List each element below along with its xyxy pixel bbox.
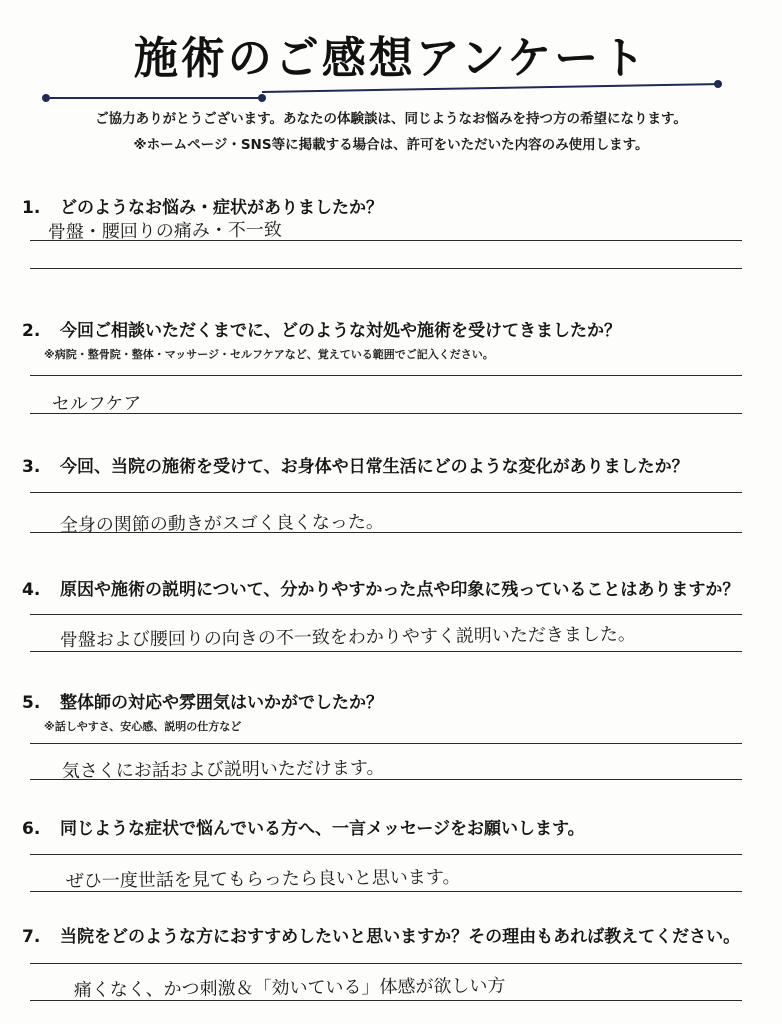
title-divider-left xyxy=(50,97,260,99)
answer-7: 痛くなく、かつ刺激＆「効いている」体感が欲しい方 xyxy=(73,975,506,1002)
question-1 xyxy=(22,193,383,218)
answer-line xyxy=(30,532,742,533)
question-4 xyxy=(22,575,739,600)
intro-note: ※ホームページ・SNS等に掲載する場合は、許可をいただいた内容のみ使用します。 xyxy=(133,137,649,153)
answer-line xyxy=(30,854,742,855)
question-6 xyxy=(22,814,585,839)
question-number: 5. xyxy=(22,693,41,713)
question-text: 原因や施術の説明について、分かりやすかった点や印象に残っていることはありますか？ xyxy=(60,580,740,600)
answer-line xyxy=(30,375,742,376)
question-text: 今回ご相談いただくまでに、どのような対処や施術を受けてきましたか？ xyxy=(60,321,621,341)
question-number: 1. xyxy=(22,198,41,218)
answer-3: 全身の関節の動きがスゴく良くなった。 xyxy=(59,511,384,537)
question-7 xyxy=(22,922,740,947)
answer-line xyxy=(30,413,742,414)
question-number: 3. xyxy=(22,457,41,477)
page-title: 施術のご感想アンケート xyxy=(133,33,649,84)
answer-line xyxy=(30,240,742,241)
question-text: 今回、当院の施術を受けて、お身体や日常生活にどのような変化がありましたか？ xyxy=(60,457,689,477)
answer-line xyxy=(30,743,742,744)
question-number: 4. xyxy=(22,580,41,600)
answer-5: 気さくにお話および説明いただけます。 xyxy=(61,757,385,783)
question-5-note: ※話しやすさ、安心感、説明の仕方など xyxy=(44,720,242,733)
question-3 xyxy=(22,452,689,477)
answer-line xyxy=(30,268,742,269)
question-text: 整体師の対応や雰囲気はいかがでしたか？ xyxy=(60,693,383,713)
intro-text: ご協力ありがとうございます。あなたの体験談は、同じようなお悩みを持つ方の希望になります。 xyxy=(95,111,687,127)
answer-1: 骨盤・腰回りの痛み・不一致 xyxy=(47,219,282,244)
question-text: 同じような症状で悩んでいる方へ、一言メッセージをお願いします。 xyxy=(60,819,585,839)
question-2-note: ※病院・整骨院・整体・マッサージ・セルフケアなど、覚えている範囲でご記入ください。 xyxy=(44,348,494,361)
divider-dot-left xyxy=(42,94,50,102)
answer-line xyxy=(30,651,742,652)
divider-dot-right xyxy=(714,80,722,88)
answer-line xyxy=(30,963,742,964)
divider-dot-mid-left xyxy=(258,94,266,102)
question-text: 当院をどのような方におすすめしたいと思いますか？その理由もあれば教えてください。 xyxy=(60,927,741,947)
question-number: 7. xyxy=(22,927,41,947)
question-2 xyxy=(22,316,621,341)
answer-line xyxy=(30,492,742,493)
answer-line xyxy=(30,891,742,892)
answer-6: ぜひ一度世話を見てもらったら良いと思います。 xyxy=(65,866,461,893)
question-text: どのようなお悩み・症状がありましたか？ xyxy=(60,198,383,218)
question-number: 2. xyxy=(22,321,41,341)
answer-4: 骨盤および腰回りの向きの不一致をわかりやすく説明いただきました。 xyxy=(59,623,636,652)
question-number: 6. xyxy=(22,819,41,839)
question-5 xyxy=(22,688,383,713)
answer-line xyxy=(30,1000,742,1001)
answer-line xyxy=(30,614,742,615)
answer-2: セルフケア xyxy=(51,393,142,416)
answer-line xyxy=(30,779,742,780)
